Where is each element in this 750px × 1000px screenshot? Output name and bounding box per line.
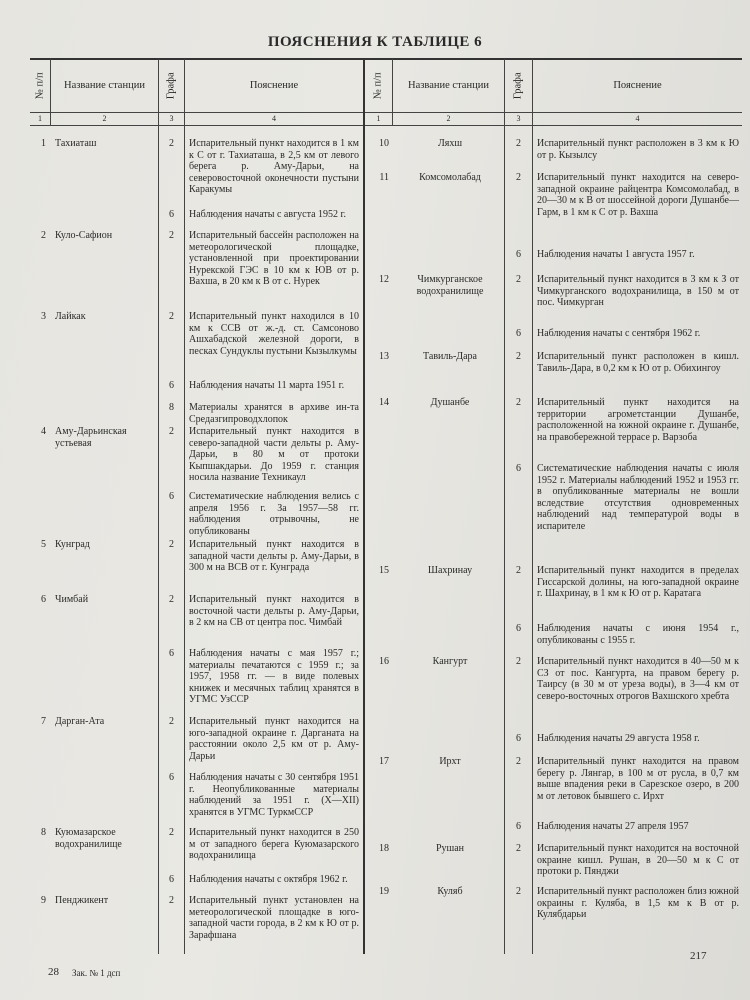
row-number: 17 xyxy=(379,756,389,767)
station-name: Аму-Дарьинская устьевая xyxy=(55,426,127,449)
row-number: 7 xyxy=(41,716,46,727)
center-divider xyxy=(363,59,365,954)
explanation-text: Наблюдения начаты 27 апреля 1957 xyxy=(537,821,689,832)
graph-number: 6 xyxy=(169,209,174,220)
station-name: Куляб xyxy=(437,886,463,897)
graph-number: 2 xyxy=(169,539,174,550)
col-number: 3 xyxy=(516,114,521,123)
station-name: Комсомолабад xyxy=(419,172,481,183)
graph-number: 6 xyxy=(516,328,521,339)
graph-number: 2 xyxy=(169,230,174,241)
explanation-text: Испарительный пункт находится на правом берегу р. Лянгар, в 100 м от русла, в 0,7 км выше впадения реки в Сарезское озеро, в 200 м от летовок бывшего с. Ирхт xyxy=(537,756,739,802)
explanation-text: Испарительный пункт находится в 250 м от западного берега Куюмазарского водохранилища xyxy=(189,827,359,862)
graph-number: 6 xyxy=(169,380,174,391)
page-title: ПОЯСНЕНИЯ К ТАБЛИЦЕ 6 xyxy=(267,34,483,50)
col-line xyxy=(158,59,159,954)
graph-number: 2 xyxy=(169,138,174,149)
header-num: № п/п xyxy=(372,72,384,100)
explanation-text: Испарительный пункт находится в северо-западной части дельты р. Аму-Дарьи, в 80 м от протоки Кыпшакдарьи. До 1959 г. станция носила название Техникаул xyxy=(189,426,359,484)
print-note: Зак. № 1 дсп xyxy=(72,968,121,978)
explanation-text: Испарительный пункт расположен в кишл. Тавиль-Дара, в 0,2 км к Ю от р. Обихингоу xyxy=(537,351,739,374)
graph-number: 2 xyxy=(516,274,521,285)
header-note: Пояснение xyxy=(613,80,662,92)
col-line xyxy=(504,59,505,954)
graph-number: 2 xyxy=(516,843,521,854)
explanation-text: Наблюдения начаты с 30 сентября 1951 г. Неопубликованные материалы наблюдений за 1951 г. (X—XII) хранятся в УГМС ТуркмССР xyxy=(189,772,359,818)
explanation-text: Наблюдения начаты с июня 1954 г., опубликованы с 1955 г. xyxy=(537,623,739,646)
graph-number: 8 xyxy=(169,402,174,413)
graph-number: 2 xyxy=(169,594,174,605)
graph-number: 6 xyxy=(516,821,521,832)
graph-number: 6 xyxy=(169,772,174,783)
explanation-text: Испарительный пункт находится на юго-западной окраине г. Дарганата на расстоянии около 2,5 км от р. Аму-Дарьи xyxy=(189,716,359,762)
row-number: 3 xyxy=(41,311,46,322)
explanation-text: Наблюдения начаты 11 марта 1951 г. xyxy=(189,380,345,391)
graph-number: 6 xyxy=(516,249,521,260)
graph-number: 6 xyxy=(516,733,521,744)
header-rule xyxy=(30,112,742,113)
explanation-text: Испарительный пункт находится в пределах Гиссарской долины, на юго-западной окраине г. Шахринау, в 1 км к Ю от р. Каратага xyxy=(537,565,739,600)
station-name: Рушан xyxy=(435,843,465,854)
col-number: 2 xyxy=(446,114,451,123)
graph-number: 2 xyxy=(169,426,174,437)
header-graph: Графа xyxy=(165,72,177,100)
explanation-text: Наблюдения начаты 29 августа 1958 г. xyxy=(537,733,700,744)
station-name: Ирхт xyxy=(439,756,461,767)
graph-number: 6 xyxy=(169,648,174,659)
explanation-text: Испарительный пункт находится в 40—50 м к СЗ от пос. Кангурта, на правом берегу р. Таирсу (в 30 м от уреза воды), в 3—4 км от северо-восточных отрогов Вахшского хребта xyxy=(537,656,739,702)
explanation-text: Наблюдения начаты 1 августа 1957 г. xyxy=(537,249,695,260)
row-number: 14 xyxy=(379,397,389,408)
explanation-text: Систематические наблюдения велись с апреля 1956 г. За 1957—58 гг. наблюдения отрывочны, не опубликованы xyxy=(189,491,359,537)
station-name: Шахринау xyxy=(427,565,473,576)
explanation-text: Испарительный пункт находится в 1 км к С от г. Тахиаташа, в 2,5 км от левого берега р. Аму-Дарьи, на северовосточной оконечности пустыни Каракумы xyxy=(189,138,359,196)
row-number: 4 xyxy=(41,426,46,437)
graph-number: 2 xyxy=(516,138,521,149)
col-line xyxy=(532,59,533,954)
graph-number: 2 xyxy=(516,886,521,897)
explanation-text: Испарительный пункт находится в западной части дельты р. Аму-Дарьи, в 300 м на ВСВ от г. Кунграда xyxy=(189,539,359,574)
graph-number: 2 xyxy=(169,311,174,322)
graph-number: 6 xyxy=(516,623,521,634)
row-number: 12 xyxy=(379,274,389,285)
station-name: Пенджикент xyxy=(55,895,109,906)
graph-number: 2 xyxy=(169,895,174,906)
col-number: 2 xyxy=(102,114,107,123)
graph-number: 2 xyxy=(516,172,521,183)
row-number: 5 xyxy=(41,539,46,550)
row-number: 1 xyxy=(41,138,46,149)
graph-number: 6 xyxy=(169,491,174,502)
station-name: Чимкурганское водохранилище xyxy=(416,274,484,297)
page-number-right: 217 xyxy=(690,950,707,962)
explanation-text: Испарительный бассейн расположен на метеорологической площадке, установленной при проектировании Нурекской ГЭС в 10 км к ЮВ от р. Вахша, в 20 км к В от с. Нурек xyxy=(189,230,359,288)
explanation-text: Наблюдения начаты с сентября 1962 г. xyxy=(537,328,701,339)
explanation-text: Систематические наблюдения начаты с июля 1952 г. Материалы наблюдений 1952 и 1953 гг. в опубликованные материалы не вошли вследствие отсутствия одновременных наблюдений над температурой воды в испарителе xyxy=(537,463,739,532)
col-number: 1 xyxy=(376,114,381,123)
row-number: 6 xyxy=(41,594,46,605)
col-line xyxy=(184,59,185,954)
graph-number: 2 xyxy=(516,397,521,408)
station-name: Душанбе xyxy=(430,397,470,408)
graph-number: 2 xyxy=(516,351,521,362)
explanation-text: Материалы хранятся в архиве ин-та Средазгипроводхлопок xyxy=(189,402,359,425)
header-num: № п/п xyxy=(34,72,46,100)
station-name: Кангурт xyxy=(432,656,468,667)
explanation-text: Испарительный пункт находится в 3 км к З от Чимкурганского водохранилища, в 150 м от пос. Чимкурган xyxy=(537,274,739,309)
row-number: 13 xyxy=(379,351,389,362)
row-number: 19 xyxy=(379,886,389,897)
header-station: Название станции xyxy=(408,80,489,92)
station-name: Чимбай xyxy=(55,594,89,605)
graph-number: 6 xyxy=(516,463,521,474)
explanation-text: Испарительный пункт находится на территории агрометстанции Душанбе, расположенной на южной окраине г. Душанбе, на правобережной террасе р. Варзоба xyxy=(537,397,739,443)
header-station: Название станции xyxy=(64,80,145,92)
row-number: 15 xyxy=(379,565,389,576)
graph-number: 2 xyxy=(516,565,521,576)
station-name: Тавиль-Дара xyxy=(423,351,477,362)
station-name: Тахиаташ xyxy=(55,138,97,149)
header-note: Пояснение xyxy=(249,80,299,92)
station-name: Лайкак xyxy=(55,311,86,322)
col-number: 3 xyxy=(169,114,174,123)
graph-number: 2 xyxy=(516,656,521,667)
col-number: 4 xyxy=(635,114,640,123)
row-number: 18 xyxy=(379,843,389,854)
station-name: Кунград xyxy=(55,539,90,550)
row-number: 8 xyxy=(41,827,46,838)
row-number: 9 xyxy=(41,895,46,906)
explanation-text: Испарительный пункт установлен на метеорологической площадке в юго-западной части города, в 2 км к Ю от р. Зарафшана xyxy=(189,895,359,941)
header-graph: Графа xyxy=(512,72,524,100)
page-number-left: 28 xyxy=(48,966,59,978)
explanation-text: Наблюдения начаты с мая 1957 г.; материалы печатаются с 1959 г.; за 1957, 1958 гг. — в виде полевых книжек и месячных таблиц хранятся в УГМС УзССР xyxy=(189,648,359,706)
explanation-text: Испарительный пункт находится на восточной окраине кишл. Рушан, в 20—50 м к С от протоки р. Пянджи xyxy=(537,843,739,878)
graph-number: 2 xyxy=(169,827,174,838)
station-name: Ляхш xyxy=(437,138,463,149)
row-number: 16 xyxy=(379,656,389,667)
row-number: 11 xyxy=(379,172,389,183)
row-number: 2 xyxy=(41,230,46,241)
graph-number: 2 xyxy=(516,756,521,767)
graph-number: 2 xyxy=(169,716,174,727)
explanation-text: Испарительный пункт находится на северо-западной окраине райцентра Комсомолабад, в 20—30 м к В от шоссейной дороги Душанбе—Гарм, в 1 км к С от р. Вахша xyxy=(537,172,739,218)
explanation-text: Наблюдения начаты с октября 1962 г. xyxy=(189,874,348,885)
explanation-text: Испарительный пункт находился в 10 км к ССВ от ж.-д. ст. Самсоново Ашхабадской железной дороги, в песках Сундуклы пустыни Кызылкумы xyxy=(189,311,359,357)
row-number: 10 xyxy=(379,138,389,149)
explanation-text: Испарительный пункт расположен в 3 км к Ю от р. Кызылсу xyxy=(537,138,739,161)
station-name: Куюмазарское водохранилище xyxy=(55,827,122,850)
explanation-text: Испарительный пункт расположен близ южной окраины г. Куляба, в 1,5 км к В от р. Кулябдарьи xyxy=(537,886,739,921)
explanation-text: Испарительный пункт находится в восточной части дельты р. Аму-Дарьи, в 2 км на СВ от центра пос. Чимбай xyxy=(189,594,359,629)
col-number: 1 xyxy=(38,114,42,123)
station-name: Куло-Сафион xyxy=(55,230,113,241)
col-number: 4 xyxy=(272,114,276,123)
graph-number: 6 xyxy=(169,874,174,885)
station-name: Дарган-Ата xyxy=(55,716,105,727)
explanation-text: Наблюдения начаты с августа 1952 г. xyxy=(189,209,347,220)
number-row-rule xyxy=(30,125,742,126)
